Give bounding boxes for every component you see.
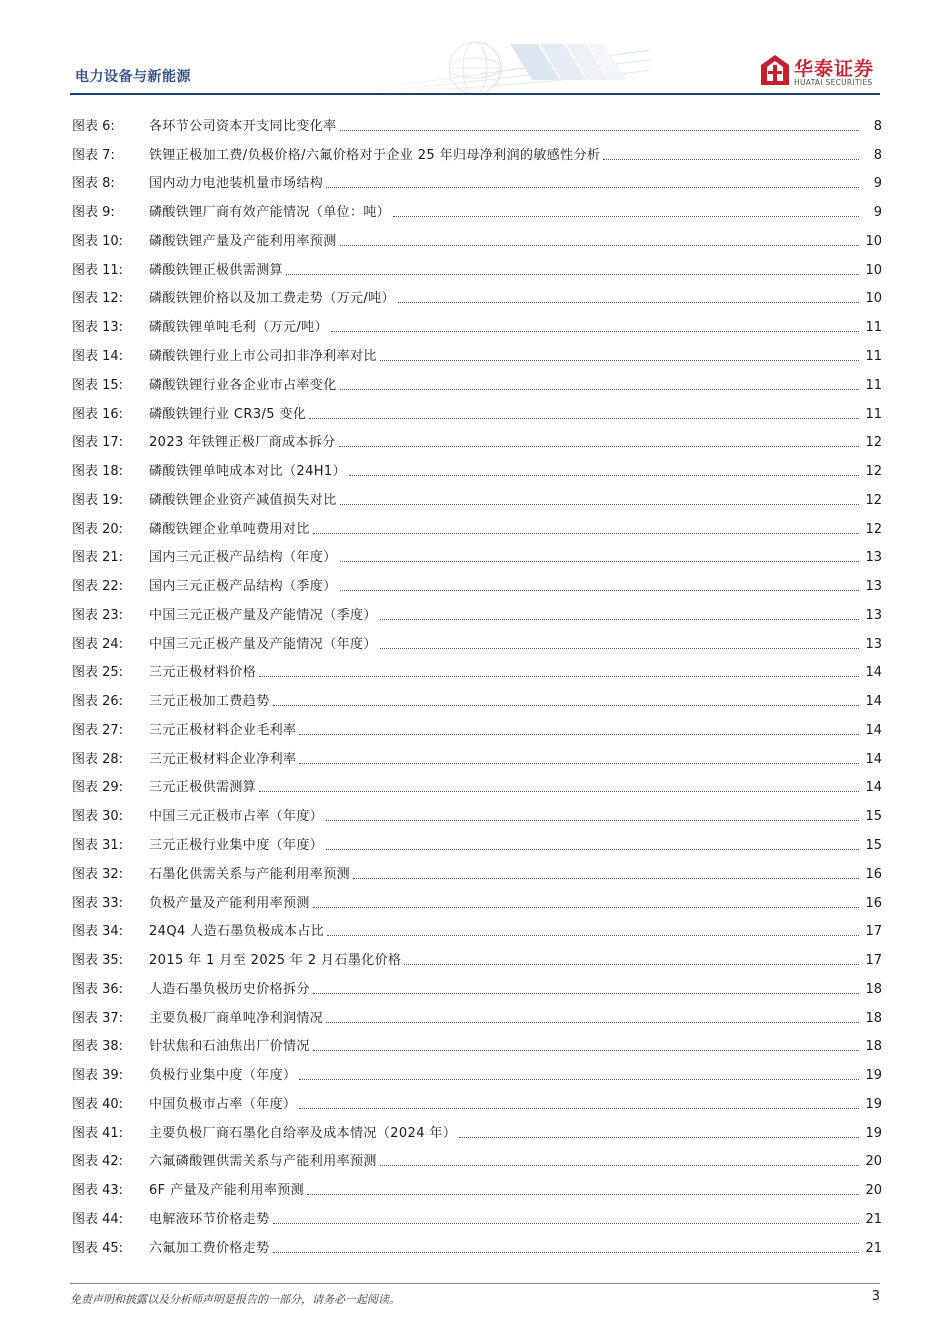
logo-english-name: HUATAI SECURITIES [794,78,873,87]
toc-entry-title[interactable]: 24Q4 人造石墨负极成本占比 [149,924,325,940]
toc-entry[interactable] [72,1176,882,1205]
toc-entry-number: 图表 45: [72,1240,124,1256]
toc-entry-page[interactable]: 17 [865,924,882,940]
toc-entry-title[interactable]: 针状焦和石油焦出厂价情况 [149,1039,310,1055]
toc-entry-page[interactable]: 9 [873,205,882,221]
toc-entry-number: 图表 42: [72,1154,124,1170]
toc-entry-title[interactable]: 中国三元正极市占率（年度） [149,809,324,825]
toc-dot-leader [309,418,859,419]
toc-entry-number: 图表 33: [72,895,124,911]
huatai-logo [760,52,885,90]
toc-entry-title[interactable]: 主要负极厂商石墨化自给率及成本情况（2024 年） [149,1125,457,1141]
toc-dot-leader [404,964,859,965]
toc-entry-page[interactable]: 14 [865,780,882,796]
toc-entry-title[interactable]: 磷酸铁锂行业各企业市占率变化 [149,377,337,393]
toc-dot-leader [313,1050,859,1051]
toc-entry[interactable] [72,687,882,716]
toc-entry-title[interactable]: 三元正极材料企业净利率 [149,751,297,767]
footer-disclaimer: 免责声明和披露以及分析师声明是报告的一部分，请务必一起阅读。 [70,1293,400,1306]
toc-entry[interactable] [72,975,882,1004]
toc-entry[interactable] [72,428,882,457]
toc-entry[interactable] [72,400,882,429]
toc-dot-leader [340,590,859,591]
toc-dot-leader [353,878,859,879]
toc-entry-title[interactable]: 国内三元正极产品结构（季度） [149,579,337,595]
toc-entry-number: 图表 21: [72,550,124,566]
toc-entry-number: 图表 17: [72,435,124,451]
toc-entry[interactable] [72,946,882,975]
toc-entry-number: 图表 20: [72,521,124,537]
toc-entry-page[interactable]: 20 [865,1183,882,1199]
toc-entry-number: 图表 18: [72,464,124,480]
toc-entry-page[interactable]: 10 [865,291,882,307]
toc-dot-leader [299,763,859,764]
toc-entry-number: 图表 7: [72,147,115,163]
toc-entry-page[interactable]: 19 [865,1068,882,1084]
page-header [0,0,950,96]
toc-entry-title[interactable]: 中国负极市占率（年度） [149,1096,297,1112]
toc-entry-title[interactable]: 主要负极厂商单吨净利润情况 [149,1010,324,1026]
toc-dot-leader [313,907,859,908]
toc-entry-page[interactable]: 11 [865,320,882,336]
toc-entry-number: 图表 28: [72,751,124,767]
toc-entry[interactable] [72,572,882,601]
toc-dot-leader [340,130,859,131]
toc-entry-page[interactable]: 8 [873,118,882,134]
toc-dot-leader [339,446,859,447]
toc-entry[interactable] [72,342,882,371]
toc-dot-leader [313,993,859,994]
toc-entry[interactable] [72,515,882,544]
figure-index-list [72,112,882,1263]
page-footer [70,1283,880,1306]
toc-entry-title[interactable]: 磷酸铁锂价格以及加工费走势（万元/吨） [149,291,395,307]
toc-entry-number: 图表 8: [72,176,115,192]
toc-entry-page[interactable]: 12 [865,435,882,451]
toc-entry-title[interactable]: 磷酸铁锂企业资产减值损失对比 [149,492,337,508]
toc-dot-leader [331,331,859,332]
toc-dot-leader [273,1223,859,1224]
toc-entry-page[interactable]: 8 [873,147,882,163]
toc-entry-number: 图表 43: [72,1183,124,1199]
toc-entry[interactable] [72,716,882,745]
toc-entry-page[interactable]: 12 [865,464,882,480]
toc-entry[interactable] [72,1234,882,1263]
toc-entry-title[interactable]: 负极行业集中度（年度） [149,1068,297,1084]
toc-entry-page[interactable]: 10 [865,233,882,249]
toc-entry-number: 图表 44: [72,1211,124,1227]
toc-entry-title[interactable]: 电解液环节价格走势 [149,1211,270,1227]
toc-entry-number: 图表 19: [72,492,124,508]
toc-entry-title[interactable]: 磷酸铁锂行业上市公司扣非净利率对比 [149,349,377,364]
footer-divider [70,1283,880,1284]
toc-entry-number: 图表 6: [72,118,115,134]
toc-dot-leader [307,1194,859,1195]
toc-entry-number: 图表 35: [72,953,124,969]
toc-dot-leader [340,504,859,505]
toc-entry[interactable] [72,1033,882,1062]
toc-entry-number: 图表 24: [72,636,124,652]
toc-entry-title[interactable]: 各环节公司资本开支同比变化率 [149,118,337,134]
toc-dot-leader [259,791,859,792]
toc-entry-title[interactable]: 国内动力电池装机量市场结构 [149,176,324,192]
toc-entry-title[interactable]: 磷酸铁锂厂商有效产能情况（单位：吨） [149,205,391,221]
toc-dot-leader [340,389,859,390]
toc-entry-page[interactable]: 21 [865,1240,882,1256]
toc-entry-number: 图表 41: [72,1125,124,1141]
toc-entry-title[interactable]: 磷酸铁锂行业 CR3/5 变化 [149,406,307,422]
toc-entry[interactable] [72,831,882,860]
toc-entry[interactable] [72,457,882,486]
toc-entry[interactable] [72,1061,882,1090]
toc-entry-title[interactable]: 六氟磷酸锂供需关系与产能利用率预测 [149,1154,377,1170]
toc-entry-number: 图表 12: [72,291,124,307]
toc-dot-leader [273,1252,859,1253]
toc-entry-number: 图表 22: [72,579,124,595]
toc-entry-page[interactable]: 11 [865,349,882,364]
toc-entry-number: 图表 11: [72,262,124,278]
toc-entry-number: 图表 31: [72,838,124,854]
toc-entry-title[interactable]: 石墨化供需关系与产能利用率预测 [149,866,351,882]
toc-entry-title[interactable]: 负极产量及产能利用率预测 [149,895,310,911]
toc-dot-leader [273,705,859,706]
toc-dot-leader [380,648,859,649]
toc-entry-title[interactable]: 磷酸铁锂产量及产能利用率预测 [149,233,337,249]
toc-dot-leader [340,245,859,246]
toc-entry-number: 图表 9: [72,205,115,221]
toc-entry-page[interactable]: 9 [873,176,882,192]
toc-entry-number: 图表 26: [72,694,124,710]
toc-entry-page[interactable]: 13 [865,607,882,623]
toc-entry-number: 图表 30: [72,809,124,825]
toc-entry[interactable] [72,198,882,227]
toc-entry-page[interactable]: 14 [865,722,882,738]
toc-dot-leader [380,1165,859,1166]
toc-entry-title[interactable]: 三元正极材料企业毛利率 [149,722,297,738]
toc-entry-number: 图表 39: [72,1068,124,1084]
toc-entry[interactable] [72,543,882,572]
toc-entry[interactable] [72,313,882,342]
toc-entry-number: 图表 14: [72,349,124,364]
toc-dot-leader [603,159,859,160]
toc-dot-leader [313,533,859,534]
toc-dot-leader [398,302,859,303]
toc-entry[interactable] [72,802,882,831]
section-title: 电力设备与新能源 [75,69,191,85]
toc-entry[interactable] [72,1119,882,1148]
toc-entry-page[interactable]: 14 [865,694,882,710]
toc-entry-number: 图表 40: [72,1096,124,1112]
toc-entry[interactable] [72,745,882,774]
toc-entry-title[interactable]: 磷酸铁锂企业单吨费用对比 [149,521,310,537]
toc-entry-title[interactable]: 磷酸铁锂单吨成本对比（24H1） [149,464,346,480]
toc-entry-page[interactable]: 14 [865,751,882,767]
toc-entry[interactable] [72,1148,882,1177]
toc-entry[interactable] [72,630,882,659]
toc-dot-leader [299,1079,859,1080]
toc-entry-page[interactable]: 11 [865,406,882,422]
toc-entry-title[interactable]: 2015 年 1 月至 2025 年 2 月石墨化价格 [149,953,402,969]
toc-entry-page[interactable]: 16 [865,866,882,882]
toc-entry-number: 图表 16: [72,406,124,422]
toc-entry-page[interactable]: 11 [865,377,882,393]
toc-entry[interactable] [72,860,882,889]
toc-entry-number: 图表 25: [72,665,124,681]
toc-entry-number: 图表 32: [72,866,124,882]
toc-entry-number: 图表 15: [72,377,124,393]
toc-entry-number: 图表 37: [72,1010,124,1026]
toc-entry-title[interactable]: 中国三元正极产量及产能情况（年度） [149,636,377,652]
toc-entry-page[interactable]: 19 [865,1125,882,1141]
toc-entry-number: 图表 38: [72,1039,124,1055]
toc-dot-leader [340,561,859,562]
toc-entry-title[interactable]: 国内三元正极产品结构（年度） [149,550,337,566]
toc-entry-title[interactable]: 磷酸铁锂单吨毛利（万元/吨） [149,320,328,336]
toc-entry[interactable] [72,371,882,400]
page-number: 3 [871,1289,880,1304]
toc-entry-title[interactable]: 人造石墨负极历史价格拆分 [149,981,310,997]
toc-dot-leader [459,1137,859,1138]
toc-entry[interactable] [72,112,882,141]
decorative-globe-graphic [360,30,650,94]
toc-entry-page[interactable]: 14 [865,665,882,681]
toc-entry-page[interactable]: 19 [865,1096,882,1112]
toc-entry-title[interactable]: 中国三元正极产量及产能情况（季度） [149,607,377,623]
toc-entry-title[interactable]: 三元正极加工费趋势 [149,694,270,710]
toc-entry[interactable] [72,227,882,256]
toc-entry-title[interactable]: 三元正极行业集中度（年度） [149,838,324,854]
toc-entry[interactable] [72,889,882,918]
toc-entry-page[interactable]: 13 [865,636,882,652]
toc-entry-title[interactable]: 6F 产量及产能利用率预测 [149,1183,305,1199]
toc-dot-leader [326,1022,859,1023]
toc-entry-page[interactable]: 17 [865,953,882,969]
toc-dot-leader [327,935,859,936]
toc-entry-title[interactable]: 磷酸铁锂正极供需测算 [149,262,284,278]
toc-dot-leader [349,475,859,476]
toc-dot-leader [299,734,859,735]
toc-dot-leader [393,216,859,217]
toc-entry[interactable] [72,774,882,803]
toc-dot-leader [326,849,859,850]
toc-entry-title[interactable]: 三元正极材料价格 [149,665,257,681]
toc-entry-number: 图表 29: [72,780,124,796]
toc-entry[interactable] [72,141,882,170]
toc-entry-page[interactable]: 13 [865,550,882,566]
toc-entry[interactable] [72,1090,882,1119]
toc-entry-number: 图表 13: [72,320,124,336]
toc-entry-number: 图表 34: [72,924,124,940]
toc-entry-title[interactable]: 铁锂正极加工费/负极价格/六氟价格对于企业 25 年归母净利润的敏感性分析 [149,147,601,163]
toc-entry-page[interactable]: 18 [865,1039,882,1055]
toc-entry-page[interactable]: 18 [865,1010,882,1026]
toc-entry-page[interactable]: 12 [865,521,882,537]
toc-dot-leader [326,820,859,821]
toc-entry-page[interactable]: 13 [865,579,882,595]
toc-entry[interactable] [72,285,882,314]
toc-entry[interactable] [72,917,882,946]
toc-entry-number: 图表 27: [72,722,124,738]
toc-entry[interactable] [72,659,882,688]
toc-entry-page[interactable]: 18 [865,981,882,997]
toc-dot-leader [286,274,859,275]
toc-entry-number: 图表 10: [72,233,124,249]
toc-dot-leader [259,676,859,677]
toc-dot-leader [380,619,859,620]
toc-entry-title[interactable]: 六氟加工费价格走势 [149,1240,270,1256]
toc-entry-page[interactable]: 12 [865,492,882,508]
logo-chinese-name: 华泰证券 [794,58,875,80]
toc-entry-page[interactable]: 10 [865,262,882,278]
toc-entry-page[interactable]: 20 [865,1154,882,1170]
toc-entry[interactable] [72,1205,882,1234]
toc-dot-leader [326,187,859,188]
header-divider [70,93,880,95]
toc-entry-page[interactable]: 21 [865,1211,882,1227]
toc-entry[interactable] [72,486,882,515]
toc-entry-number: 图表 23: [72,607,124,623]
toc-entry[interactable] [72,170,882,199]
toc-entry[interactable] [72,256,882,285]
huatai-logo-icon [760,54,790,86]
toc-dot-leader [380,360,859,361]
toc-entry-page[interactable]: 15 [865,809,882,825]
toc-dot-leader [299,1108,859,1109]
toc-entry-page[interactable]: 16 [865,895,882,911]
toc-entry-page[interactable]: 15 [865,838,882,854]
toc-entry[interactable] [72,601,882,630]
toc-entry-number: 图表 36: [72,981,124,997]
toc-entry[interactable] [72,1004,882,1033]
toc-entry-title[interactable]: 三元正极供需测算 [149,780,257,796]
toc-entry-title[interactable]: 2023 年铁锂正极厂商成本拆分 [149,435,336,451]
